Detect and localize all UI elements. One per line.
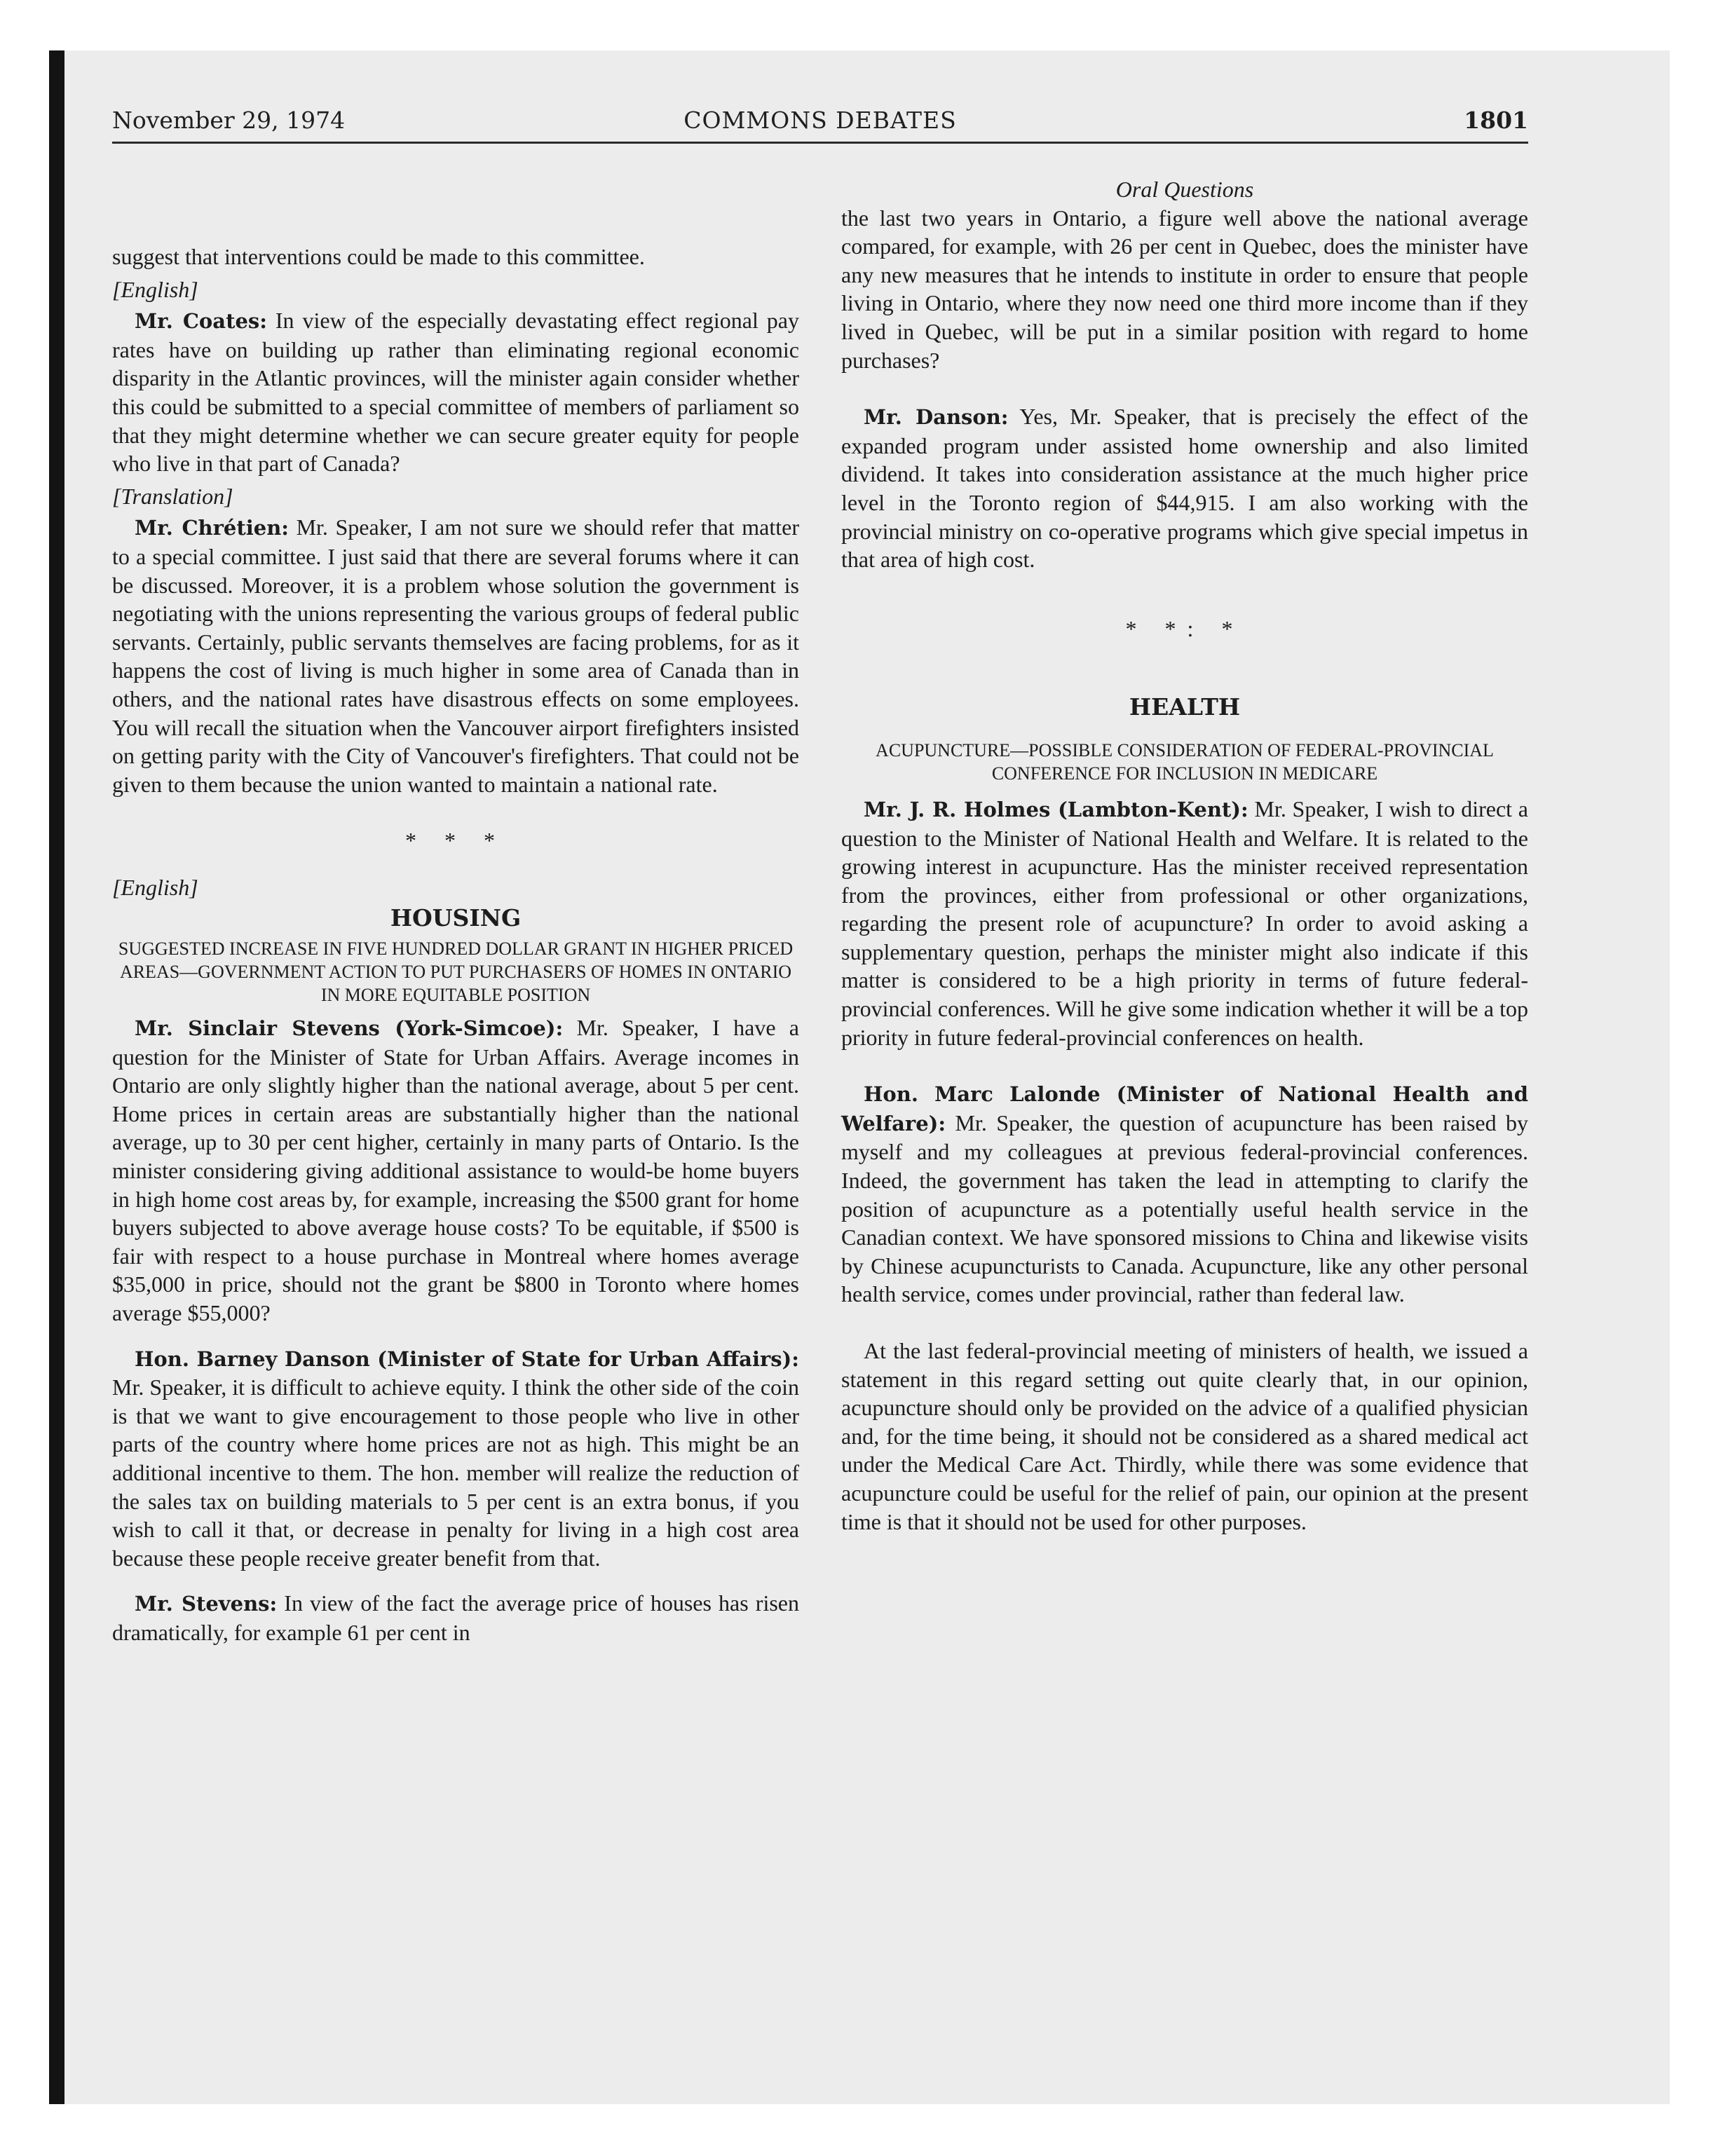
header-title: COMMONS DEBATES xyxy=(683,107,957,134)
speaker-name: Mr. Coates: xyxy=(135,309,267,334)
danson-answer xyxy=(112,1344,799,1573)
lalonde-answer-continued: At the last federal-provincial meeting of ministers of health, we issued a statement in this regard setting out quite clearly that, in our opinion, acupuncture should only be provided on the advice of a qualified physician and, for the time being, it should not be considered as a shared medical act under the Medical Care Act. Thirdly, while there was some evidence that acupuncture could be useful for the relief of pain, our opinion at the present time is that it should not be used for other purposes. xyxy=(841,1338,1528,1534)
section-title-health: HEALTH xyxy=(1129,693,1241,721)
speaker-name: Mr. Chrétien: xyxy=(135,516,290,540)
continued-paragraph: the last two years in Ontario, a figure well above the national average compared, for example, with 26 per cent in Quebec, does the minister have any new measures that he intends to institute in order to ensure that people living in Ontario, where they now need one third more income than if they lived in Quebec, will be put in a similar position with regard to home purchases? xyxy=(841,205,1528,373)
lalonde-answer xyxy=(841,1079,1528,1309)
header-page-number: 1801 xyxy=(1464,107,1528,134)
speaker-name: Hon. Marc Lalonde (Minister of National Health and Welfare): xyxy=(841,1082,1528,1135)
section-separator: * * * xyxy=(405,828,506,854)
statement-text: Mr. Speaker, I have a question for the Minister of State for Urban Affairs. Average incomes in Ontario are only slightly higher than the national average, about 5 per cent. Home prices in certain areas are substantially higher than the national average, up to 30 per cent higher, certainly in many parts of Ontario. Is the minister considering giving additional assistance to would-be home buyers in high home cost areas by, for example, increasing the $500 grant for home buyers subjected to above average house costs? To be equitable, if $500 is fair with respect to a house purchase in Montreal where homes average $35,000 in price, should not the grant be $800 in Toronto where homes average $55,000? xyxy=(112,1015,799,1325)
left-column xyxy=(112,153,799,1647)
statement-text: Mr. Speaker, I wish to direct a question to the Minister of National Health and Welfare. It is related to the growing interest in acupuncture. Has the minister received representation from the provinces, either from professional or other organizations, regarding the present role of acupuncture? In order to avoid asking a supplementary question, perhaps the minister might also indicate if this matter is considered to be a high priority in terms of future federal-provincial conferences. Will he give some indication whether it will be a top priority in future federal-provincial conferences on health. xyxy=(841,796,1529,1050)
stevens-question xyxy=(112,1014,799,1328)
language-marker-translation: [Translation] xyxy=(112,483,233,509)
statement-text: In view of the fact the average price of houses has risen dramatically, for example 61 per cent in xyxy=(112,1590,800,1645)
continued-paragraph: suggest that interventions could be made to this committee. xyxy=(112,244,645,269)
speaker-name: Mr. Danson: xyxy=(864,405,1009,430)
header-rule xyxy=(112,142,1528,144)
statement-text: In view of the especially devastating effect regional pay rates have on building up rather than eliminating regional economic disparity in the Atlantic provinces, will the minister again consider whether this could be submitted to a special committee of members of parliament so that they might determine whether we can secure greater equity for people who live in that part of Canada? xyxy=(112,308,799,477)
section-subtitle-housing: SUGGESTED INCREASE IN FIVE HUNDRED DOLLAR GRANT IN HIGHER PRICED AREAS—GOVERNMENT ACTION TO PUT PURCHASERS OF HOMES IN ONTARIO IN MORE EQUITABLE POSITION xyxy=(118,939,794,1006)
language-marker-english: [English] xyxy=(112,276,198,302)
coates-statement xyxy=(112,306,799,478)
statement-text: Yes, Mr. Speaker, that is precisely the effect of the expanded program under assisted home ownership and also limited dividend. It takes into consideration assistance at the much higher price level in the Toronto region of $44,915. I am also working with the provincial ministry on co-operative programs which give special impetus in that area of high cost. xyxy=(841,404,1529,573)
section-subtitle-health: ACUPUNCTURE—POSSIBLE CONSIDERATION OF FEDERAL-PROVINCIAL CONFERENCE FOR INCLUSION IN MEDICARE xyxy=(876,739,1494,784)
right-column xyxy=(841,153,1528,1536)
language-marker-english: [English] xyxy=(112,874,198,900)
running-head: Oral Questions xyxy=(1115,177,1254,202)
statement-text: Mr. Speaker, it is difficult to achieve equity. I think the other side of the coin is that we want to give encouragement to those people who live in other parts of the country where home prices are not as high. This might be an additional incentive to them. The hon. member will realize the reduction of the sales tax on building materials to 5 per cent is an extra bonus, if you wish to call it that, or decrease in penalty for living in a high cost area because these people receive greater benefit from that. xyxy=(112,1374,799,1571)
section-title-housing: HOUSING xyxy=(390,904,522,932)
speaker-name: Mr. Stevens: xyxy=(135,1592,278,1616)
speaker-name: Mr. J. R. Holmes (Lambton-Kent): xyxy=(864,797,1248,821)
statement-text: Mr. Speaker, I am not sure we should refer that matter to a special committee. I just said that there are several forums where it can be discussed. Moreover, it is a problem whose solution the government is negotiating with the unions representing the various groups of federal public servants. Certainly, public servants themselves are facing problems, for as it happens the cost of living is much higher in some area of Canada than in others, and the national rates have disastrous effects on some employees. You will recall the situation when the Vancouver airport firefighters insisted on getting parity with the City of Vancouver's firefighters. That could not be given to them because the union wanted to maintain a national rate. xyxy=(112,514,800,797)
chretien-statement xyxy=(112,513,799,798)
speaker-name: Mr. Sinclair Stevens (York-Simcoe): xyxy=(135,1016,564,1041)
section-separator: * *: * xyxy=(1125,615,1244,641)
danson-reply xyxy=(841,402,1528,574)
page-header xyxy=(112,107,1528,142)
holmes-question xyxy=(841,795,1528,1051)
stevens-supplementary xyxy=(112,1589,799,1646)
speaker-name: Hon. Barney Danson (Minister of State for Urban Affairs): xyxy=(135,1346,799,1371)
scan-edge-bar xyxy=(49,50,64,2104)
header-date: November 29, 1974 xyxy=(112,107,346,134)
statement-text: Mr. Speaker, the question of acupuncture has been raised by myself and my colleagues at previous federal-provincial conferences. Indeed, the government has taken the lead in attempting to clarify the position of acupuncture as a potentially useful health service in the Canadian context. We have sponsored missions to China and likewise visits by Chinese acupuncturists to Canada. Acupuncture, like any other personal health service, comes under provincial, rather than federal law. xyxy=(841,1110,1528,1307)
